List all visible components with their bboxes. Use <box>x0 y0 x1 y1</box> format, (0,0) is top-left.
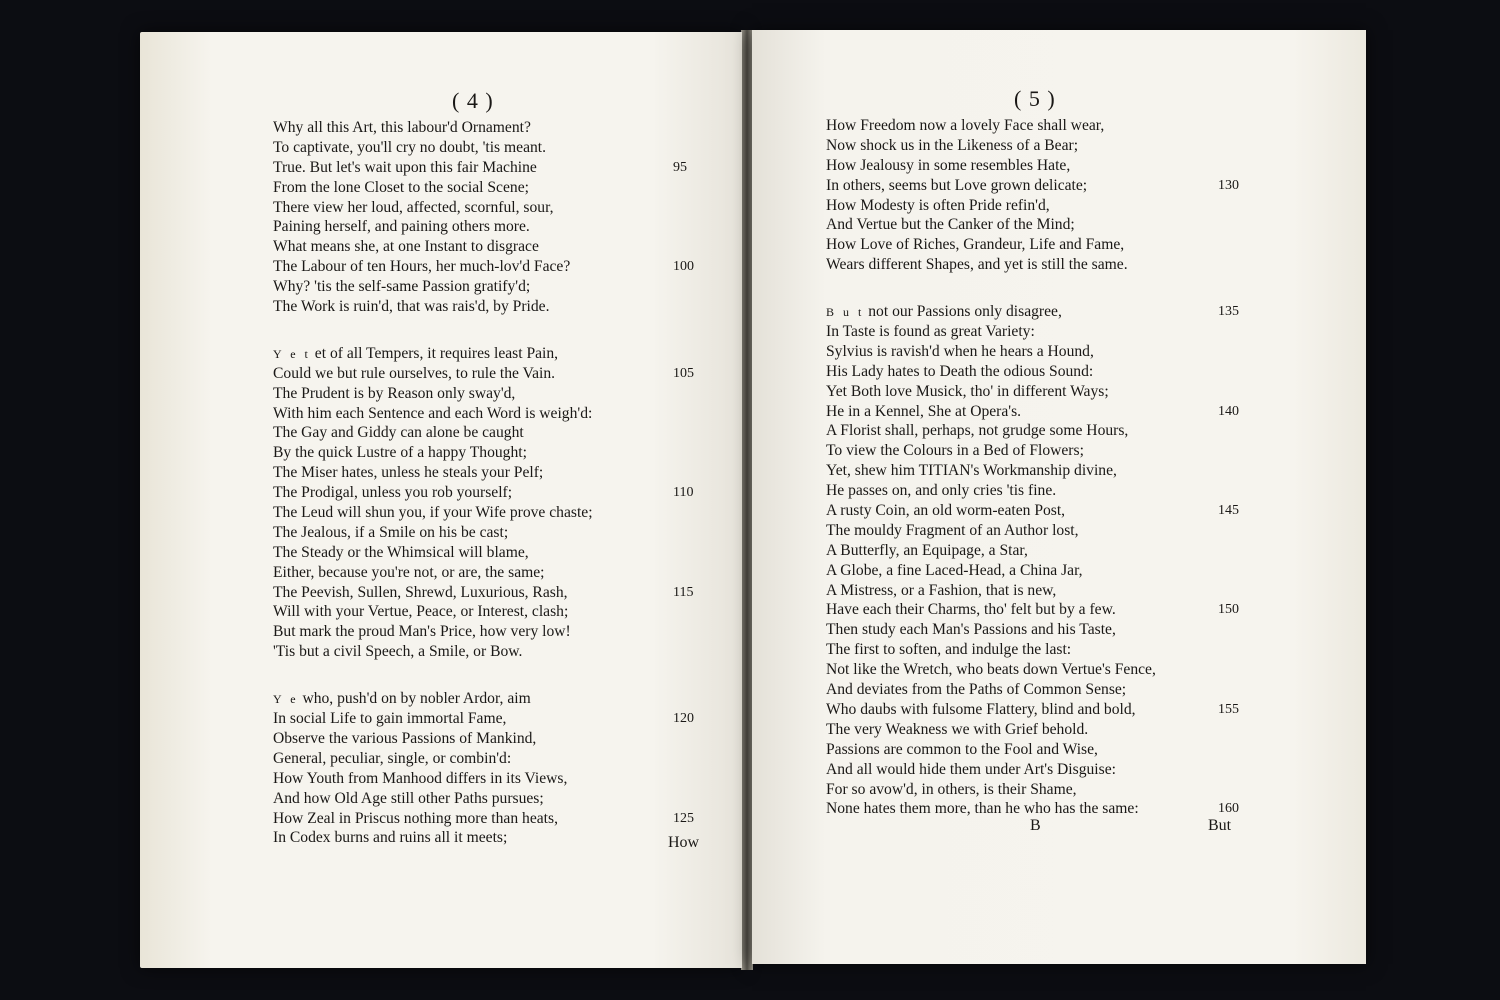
verse-line-text: And Vertue but the Canker of the Mind; <box>826 216 1075 234</box>
verse-line-text: A Florist shall, perhaps, not grudge some Hours, <box>826 422 1129 440</box>
verse-line <box>826 620 1236 640</box>
verse-line-text: What means she, at one Instant to disgrace <box>273 238 539 256</box>
verse-line-text: He in a Kennel, She at Opera's. <box>826 402 1022 420</box>
right-page <box>752 30 1366 964</box>
verse-line <box>826 481 1236 501</box>
verse-line <box>273 297 703 317</box>
verse-line <box>826 541 1236 561</box>
verse-line <box>826 156 1236 176</box>
verse-line <box>826 402 1239 422</box>
verse-line <box>826 116 1236 136</box>
right-page-number: ( 5 ) <box>1014 86 1056 111</box>
verse-line <box>826 561 1236 581</box>
verse-line-text: He passes on, and only cries 'tis fine. <box>826 482 1057 500</box>
verse-line-text: By the quick Lustre of a happy Thought; <box>273 444 527 462</box>
verse-line <box>273 749 703 769</box>
line-number: 95 <box>673 159 687 175</box>
verse-line <box>826 322 1236 342</box>
verse-line <box>826 302 1239 322</box>
verse-line-text: How Modesty is often Pride refin'd, <box>826 196 1050 214</box>
verse-line-text: How Love of Riches, Grandeur, Life and Fame, <box>826 236 1125 254</box>
verse-line <box>826 461 1236 481</box>
verse-line-text: The Steady or the Whimsical will blame, <box>273 543 529 561</box>
verse-line-text: From the lone Closet to the social Scene; <box>273 178 529 196</box>
verse-line-text: The Prodigal, unless you rob yourself; <box>273 484 513 502</box>
verse-line-text: None hates them more, than he who has the same: <box>826 800 1139 818</box>
verse-line <box>826 501 1239 521</box>
verse-line-text: There view her loud, affected, scornful, sour, <box>273 198 554 216</box>
left-page-verse <box>273 118 703 848</box>
verse-line-text: The Jealous, if a Smile on his be cast; <box>273 523 509 541</box>
verse-line-text: In social Life to gain immortal Fame, <box>273 710 507 728</box>
verse-line <box>826 660 1236 680</box>
left-catchword: How <box>668 834 700 851</box>
verse-line-text: And how Old Age still other Paths pursues; <box>273 789 544 807</box>
signature-mark: B <box>1030 817 1041 834</box>
verse-line <box>826 740 1236 760</box>
verse-line-text: True. But let's wait upon this fair Machine <box>273 158 537 176</box>
verse-line-text: Passions are common to the Fool and Wise, <box>826 740 1098 758</box>
verse-line <box>826 196 1236 216</box>
verse-line <box>273 404 703 424</box>
verse-line <box>273 138 703 158</box>
verse-line <box>273 523 703 543</box>
verse-line-text: Have each their Charms, tho' felt but by a few. <box>826 601 1116 619</box>
line-number: 120 <box>673 711 694 727</box>
verse-line <box>273 769 703 789</box>
verse-line-text: To view the Colours in a Bed of Flowers; <box>826 442 1084 460</box>
verse-line-text: Who daubs with fulsome Flattery, blind and bold, <box>826 700 1136 718</box>
verse-line <box>826 640 1236 660</box>
verse-line <box>273 443 703 463</box>
verse-line-text: Why? 'tis the self-same Passion gratify'd; <box>273 278 531 296</box>
left-page <box>140 32 742 968</box>
verse-line-text: The Leud will shun you, if your Wife prove chaste; <box>273 504 593 522</box>
verse-line-text: But mark the proud Man's Price, how very low! <box>273 623 571 641</box>
verse-line <box>826 136 1236 156</box>
verse-line-text: The Gay and Giddy can alone be caught <box>273 424 524 442</box>
verse-line <box>273 463 703 483</box>
line-number: 125 <box>673 810 694 826</box>
verse-line <box>273 257 703 277</box>
verse-line <box>273 344 703 364</box>
line-number: 110 <box>673 485 694 501</box>
verse-line-lead: Y e <box>273 692 299 707</box>
verse-line-text: Could we but rule ourselves, to rule the Vain. <box>273 364 556 382</box>
verse-line <box>826 362 1236 382</box>
verse-line <box>826 581 1236 601</box>
line-number: 105 <box>673 365 694 381</box>
verse-line-text: With him each Sentence and each Word is weigh'd: <box>273 404 593 422</box>
verse-line <box>826 780 1236 800</box>
verse-line-text: The very Weakness we with Grief behold. <box>826 720 1089 738</box>
verse-line-text: A Mistress, or a Fashion, that is new, <box>826 581 1057 599</box>
verse-line-text: Observe the various Passions of Mankind, <box>273 729 537 747</box>
stanza-break <box>826 275 1236 302</box>
verse-line <box>273 217 703 237</box>
verse-line-text: et of all Tempers, it requires least Pain, <box>314 344 559 362</box>
verse-line-text: The Peevish, Sullen, Shrewd, Luxurious, Rash, <box>273 583 568 601</box>
line-number: 150 <box>1218 602 1239 618</box>
verse-line-text: The Work is ruin'd, that was rais'd, by Pride. <box>273 298 550 316</box>
verse-line <box>826 720 1236 740</box>
verse-line-text: who, push'd on by nobler Ardor, aim <box>302 690 531 708</box>
verse-line <box>273 384 703 404</box>
verse-line <box>273 118 703 138</box>
stanza-break <box>273 317 703 344</box>
verse-line-text: Now shock us in the Likeness of a Bear; <box>826 136 1079 154</box>
verse-line-text: General, peculiar, single, or combin'd: <box>273 749 512 767</box>
verse-line-text: 'Tis but a civil Speech, a Smile, or Bow. <box>273 643 523 661</box>
verse-line-text: And deviates from the Paths of Common Sense; <box>826 681 1127 699</box>
verse-line <box>273 423 703 443</box>
line-number: 100 <box>673 259 694 275</box>
verse-line <box>273 178 703 198</box>
verse-line-text: A Butterfly, an Equipage, a Star, <box>826 541 1028 559</box>
verse-line <box>273 483 703 503</box>
verse-line-text: The mouldy Fragment of an Author lost, <box>826 521 1079 539</box>
verse-line-text: Yet, shew him TITIAN's Workmanship divine, <box>826 462 1117 480</box>
right-page-verse <box>826 116 1239 819</box>
verse-line-text: And all would hide them under Art's Disguise: <box>826 760 1116 778</box>
verse-line-text: The Miser hates, unless he steals your Pelf; <box>273 464 544 482</box>
verse-line <box>273 622 703 642</box>
verse-line-text: The Labour of ten Hours, her much-lov'd Face? <box>273 258 571 276</box>
verse-line <box>273 563 703 583</box>
verse-line-text: A rusty Coin, an old worm-eaten Post, <box>826 502 1066 520</box>
left-page-number: ( 4 ) <box>452 88 494 113</box>
verse-line <box>826 382 1236 402</box>
verse-line <box>826 342 1236 362</box>
verse-line <box>826 235 1236 255</box>
verse-line <box>826 441 1236 461</box>
verse-line <box>826 421 1236 441</box>
verse-line <box>273 642 703 662</box>
verse-line-text: How Jealousy in some resembles Hate, <box>826 156 1071 174</box>
verse-line-text: Yet Both love Musick, tho' in different Ways; <box>826 382 1109 400</box>
verse-line <box>826 255 1236 275</box>
verse-line-text: Sylvius is ravish'd when he hears a Hound, <box>826 342 1094 360</box>
verse-line <box>273 583 703 603</box>
verse-line-text: The first to soften, and indulge the last: <box>826 641 1072 659</box>
verse-line <box>273 198 703 218</box>
verse-line <box>273 158 703 178</box>
line-number: 145 <box>1218 503 1239 519</box>
verse-line <box>826 760 1236 780</box>
verse-line-text: In Taste is found as great Variety: <box>826 323 1035 341</box>
verse-line-text: Why all this Art, this labour'd Ornament? <box>273 119 531 136</box>
verse-line-text: A Globe, a fine Laced-Head, a China Jar, <box>826 561 1083 579</box>
verse-line <box>273 828 703 848</box>
verse-line <box>273 709 703 729</box>
verse-line-text: Not like the Wretch, who beats down Vertue's Fence, <box>826 661 1156 679</box>
verse-line <box>273 809 703 829</box>
line-number: 115 <box>673 584 694 600</box>
verse-line-text: Will with your Vertue, Peace, or Interest, clash; <box>273 603 569 621</box>
verse-line-text: The Prudent is by Reason only sway'd, <box>273 384 516 402</box>
verse-line <box>826 700 1239 720</box>
verse-line <box>273 789 703 809</box>
verse-line-text: His Lady hates to Death the odious Sound: <box>826 362 1094 380</box>
verse-line-text: Wears different Shapes, and yet is still the same. <box>826 256 1128 274</box>
verse-line-text: Paining herself, and paining others more. <box>273 218 530 236</box>
right-catchword: But <box>1208 817 1232 834</box>
verse-line-text: In Codex burns and ruins all it meets; <box>273 829 508 847</box>
verse-line <box>826 215 1236 235</box>
verse-line-lead: Y e t <box>273 346 311 361</box>
verse-line-text: Either, because you're not, or are, the same; <box>273 563 545 581</box>
verse-line <box>273 689 703 709</box>
verse-line <box>273 277 703 297</box>
verse-line-text: How Zeal in Priscus nothing more than heats, <box>273 809 558 827</box>
verse-line <box>826 680 1236 700</box>
line-number: 140 <box>1218 403 1239 419</box>
verse-line <box>273 364 703 384</box>
verse-line <box>826 176 1239 196</box>
verse-line-lead: B u t <box>826 305 865 320</box>
verse-line-text: How Freedom now a lovely Face shall wear, <box>826 117 1105 134</box>
verse-line <box>273 503 703 523</box>
verse-line-text: In others, seems but Love grown delicate; <box>826 176 1088 194</box>
verse-line-text: not our Passions only disagree, <box>868 303 1062 321</box>
verse-line <box>273 602 703 622</box>
line-number: 130 <box>1218 177 1239 193</box>
verse-line <box>826 521 1236 541</box>
verse-line-text: How Youth from Manhood differs in its Views, <box>273 769 568 787</box>
verse-line <box>273 729 703 749</box>
verse-line-text: For so avow'd, in others, is their Shame, <box>826 780 1077 798</box>
verse-line <box>273 543 703 563</box>
verse-line <box>826 600 1239 620</box>
line-number: 155 <box>1218 701 1239 717</box>
line-number: 160 <box>1218 801 1239 817</box>
line-number: 135 <box>1218 304 1239 320</box>
verse-line-text: To captivate, you'll cry no doubt, 'tis meant. <box>273 138 547 156</box>
verse-line-text: Then study each Man's Passions and his Taste, <box>826 621 1116 639</box>
verse-line <box>273 237 703 257</box>
stanza-break <box>273 662 703 689</box>
